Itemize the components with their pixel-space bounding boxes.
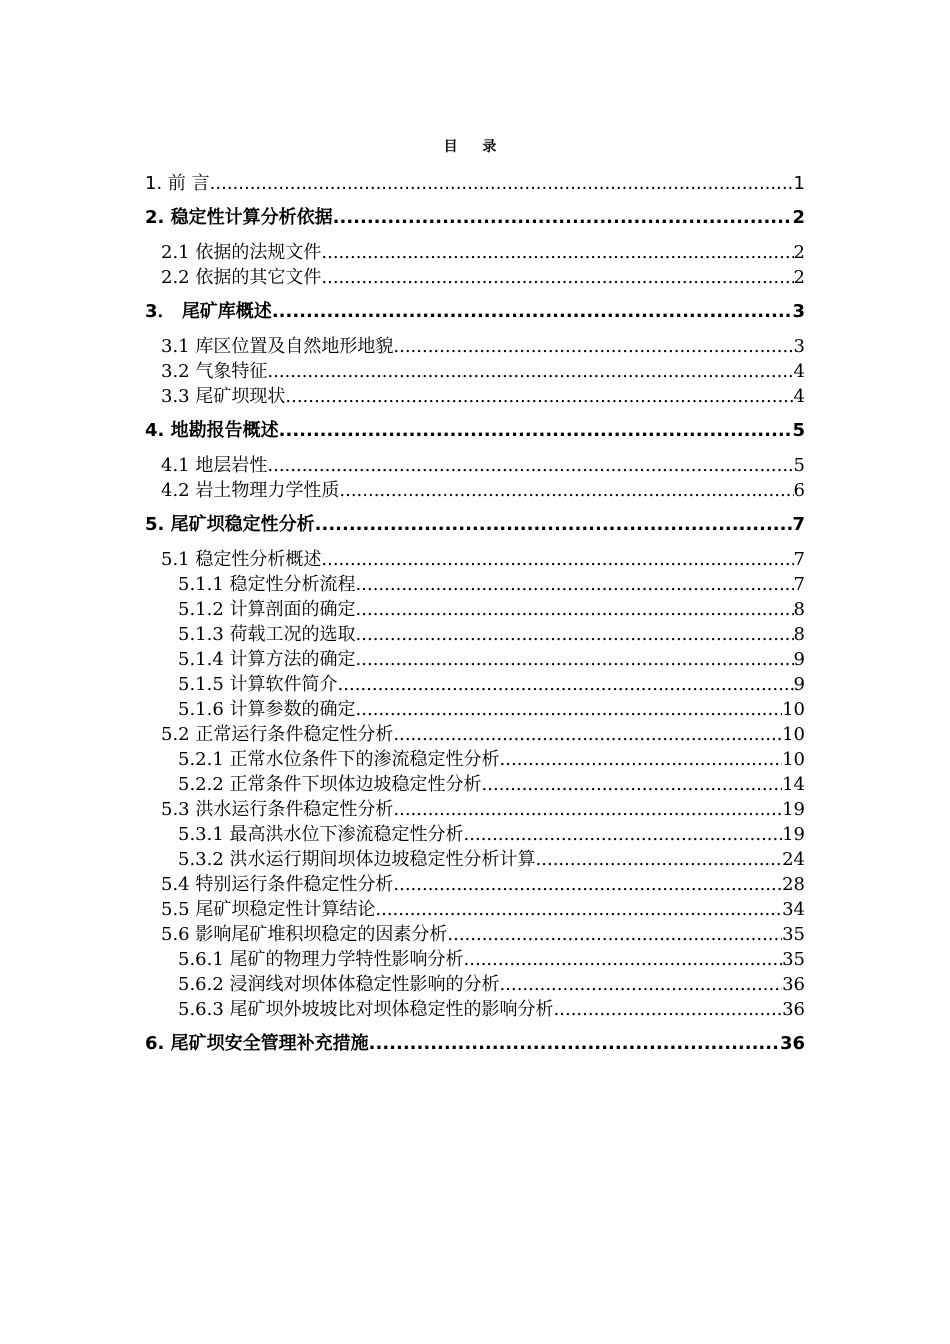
toc-entry[interactable]: 5.2.2 正常条件下坝体边坡稳定性分析 ..... 14 bbox=[178, 770, 805, 796]
toc-page-number: 10 bbox=[782, 699, 805, 720]
toc-entry[interactable]: 6. 尾矿坝安全管理补充措施 ..... 36 bbox=[145, 1029, 805, 1055]
toc-page-number: 6 bbox=[793, 480, 805, 501]
toc-entry[interactable]: 2.2 依据的其它文件 ..... 2 bbox=[161, 263, 805, 289]
toc-entry[interactable]: 2.1 依据的法规文件 ..... 2 bbox=[161, 238, 805, 264]
toc-page-number: 14 bbox=[782, 774, 805, 795]
toc-page-number: 36 bbox=[782, 999, 805, 1020]
toc-entry[interactable]: 5.1.2 计算剖面的确定 ..... 8 bbox=[178, 595, 805, 621]
toc-page-number: 7 bbox=[793, 549, 805, 570]
toc-entry[interactable]: 5.3 洪水运行条件稳定性分析 ..... 19 bbox=[161, 795, 805, 821]
toc-entry[interactable]: 2. 稳定性计算分析依据 ..... 2 bbox=[145, 203, 805, 229]
toc-entry[interactable]: 5.3.2 洪水运行期间坝体边坡稳定性分析计算 ..... 24 bbox=[178, 845, 805, 871]
toc-page-number: 9 bbox=[793, 674, 805, 695]
toc-entry[interactable]: 5.1 稳定性分析概述 ..... 7 bbox=[161, 545, 805, 571]
toc-page-number: 24 bbox=[782, 849, 805, 870]
toc-entry[interactable]: 5.3.1 最高洪水位下渗流稳定性分析 ..... 19 bbox=[178, 820, 805, 846]
toc-page-number: 19 bbox=[782, 824, 805, 845]
toc-entry[interactable]: 5.6 影响尾矿堆积坝稳定的因素分析 ..... 35 bbox=[161, 920, 805, 946]
toc-entry[interactable]: 5.5 尾矿坝稳定性计算结论 ..... 34 bbox=[161, 895, 805, 921]
toc-page-number: 3 bbox=[792, 301, 805, 322]
toc-entry[interactable]: 5.6.3 尾矿坝外坡坡比对坝体稳定性的影响分析 ..... 36 bbox=[178, 995, 805, 1021]
toc-page-number: 7 bbox=[792, 514, 805, 535]
toc-page-number: 9 bbox=[793, 649, 805, 670]
toc-page-number: 10 bbox=[782, 749, 805, 770]
toc-entry[interactable]: 5.6.2 浸润线对坝体体稳定性影响的分析 ..... 36 bbox=[178, 970, 805, 996]
toc-page-number: 1 bbox=[793, 173, 805, 194]
toc-entry[interactable]: 3.1 库区位置及自然地形地貌 ..... 3 bbox=[161, 332, 805, 358]
toc-page-number: 8 bbox=[793, 599, 805, 620]
toc-page-number: 2 bbox=[793, 242, 805, 263]
toc-page-number: 36 bbox=[782, 974, 805, 995]
toc-page-number: 8 bbox=[793, 624, 805, 645]
toc-entry[interactable]: 5.2.1 正常水位条件下的渗流稳定性分析 ..... 10 bbox=[178, 745, 805, 771]
toc-page-number: 35 bbox=[782, 924, 805, 945]
toc-page-number: 4 bbox=[793, 361, 805, 382]
toc-page-number: 35 bbox=[782, 949, 805, 970]
toc-title: 目 录 bbox=[443, 139, 507, 155]
toc-page-number: 28 bbox=[782, 874, 805, 895]
toc-page-number: 2 bbox=[793, 267, 805, 288]
toc-entry[interactable]: 5.1.6 计算参数的确定 ..... 10 bbox=[178, 695, 805, 721]
toc-entry[interactable]: 5.6.1 尾矿的物理力学特性影响分析 ..... 35 bbox=[178, 945, 805, 971]
toc-entry[interactable]: 5.1.5 计算软件简介 ..... 9 bbox=[178, 670, 805, 696]
toc-entry[interactable]: 5.2 正常运行条件稳定性分析 ..... 10 bbox=[161, 720, 805, 746]
toc-entry[interactable]: 5.1.1 稳定性分析流程 ..... 7 bbox=[178, 570, 805, 596]
toc-page-number: 3 bbox=[793, 336, 805, 357]
toc-page-number: 34 bbox=[782, 899, 805, 920]
toc-page-number: 19 bbox=[782, 799, 805, 820]
toc-page-number: 5 bbox=[793, 455, 805, 476]
toc-entry[interactable]: 4. 地勘报告概述 ..... 5 bbox=[145, 416, 805, 442]
toc-entry[interactable]: 4.1 地层岩性 ..... 5 bbox=[161, 451, 805, 477]
toc-page-number: 36 bbox=[779, 1033, 805, 1054]
toc-entry[interactable]: 3.2 气象特征 ..... 4 bbox=[161, 357, 805, 383]
toc-entry[interactable]: 5.4 特别运行条件稳定性分析 ..... 28 bbox=[161, 870, 805, 896]
toc-entry[interactable]: 3.3 尾矿坝现状 ..... 4 bbox=[161, 382, 805, 408]
toc-entry[interactable]: 3． 尾矿库概述 ..... 3 bbox=[145, 297, 805, 323]
toc-entry[interactable]: 1. 前 言 ..... 1 bbox=[145, 169, 805, 195]
toc-page-number: 7 bbox=[793, 574, 805, 595]
toc-page-number: 5 bbox=[792, 420, 805, 441]
toc-entry[interactable]: 5.1.3 荷载工况的选取 ..... 8 bbox=[178, 620, 805, 646]
toc-entry[interactable]: 5. 尾矿坝稳定性分析 ..... 7 bbox=[145, 510, 805, 536]
toc-page-number: 4 bbox=[793, 386, 805, 407]
toc-entry[interactable]: 5.1.4 计算方法的确定 ..... 9 bbox=[178, 645, 805, 671]
toc-page-number: 10 bbox=[782, 724, 805, 745]
toc-page-number: 2 bbox=[792, 207, 805, 228]
toc-entry[interactable]: 4.2 岩土物理力学性质 ..... 6 bbox=[161, 476, 805, 502]
